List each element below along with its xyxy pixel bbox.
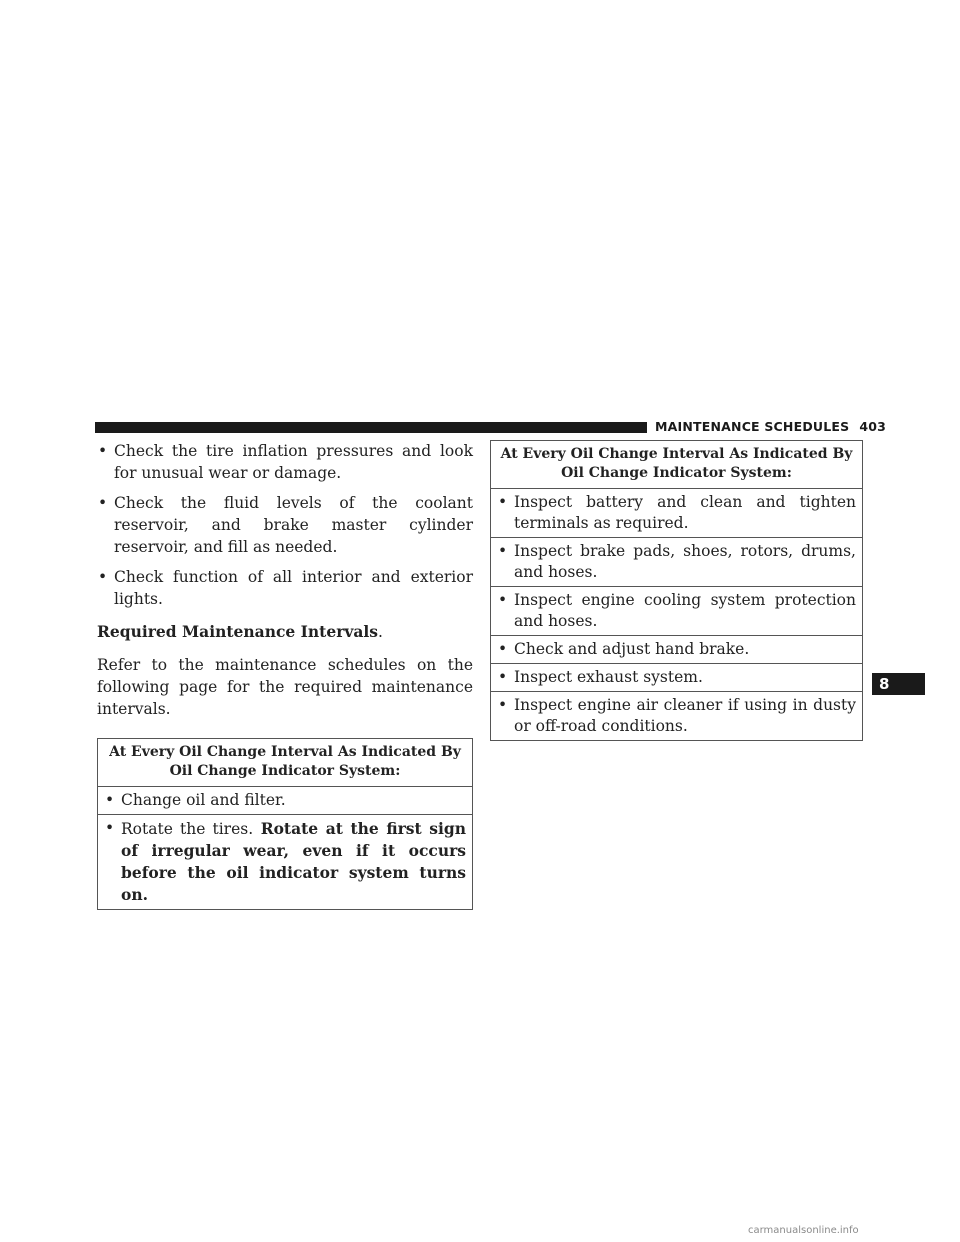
left-column (97, 440, 473, 910)
table-row-text: Rotate the tires. (121, 820, 254, 838)
chapter-tab: 8 (872, 673, 925, 695)
page-number: 403 (859, 419, 887, 434)
table-row-text: • Inspect engine air cleaner if using in dusty or off-road conditions. (497, 695, 856, 737)
running-header (655, 419, 887, 434)
bullet-item: • Check function of all interior and exterior lights. (97, 566, 473, 610)
oil-change-table-left (97, 738, 473, 910)
table-row-text: • Inspect engine cooling system protection and hoses. (497, 590, 856, 632)
oil-change-table-right (490, 440, 863, 741)
table-row-content (104, 818, 466, 906)
table-row (98, 787, 473, 815)
table-row-text: • Inspect brake pads, shoes, rotors, drums, and hoses. (497, 541, 856, 583)
table-row-text: • Change oil and filter. (104, 790, 466, 811)
table-header: At Every Oil Change Interval As Indicated By Oil Change Indicator System: (98, 739, 473, 787)
section-heading (97, 621, 473, 643)
table-row-text: • Inspect exhaust system. (497, 667, 856, 688)
bullet-item: • Check the fluid levels of the coolant reservoir, and brake master cylinder reservoir, and fill as needed. (97, 492, 473, 558)
table-row (491, 587, 863, 636)
right-column (490, 440, 863, 741)
section-heading-period: . (378, 623, 383, 641)
table-row (491, 692, 863, 741)
header-rule (95, 422, 647, 433)
table-row (491, 489, 863, 538)
table-header: At Every Oil Change Interval As Indicated By Oil Change Indicator System: (491, 441, 863, 489)
section-title: MAINTENANCE SCHEDULES (655, 419, 850, 434)
table-row (491, 636, 863, 664)
bullet-item: • Check the tire inflation pressures and look for unusual wear or damage. (97, 440, 473, 484)
table-row (98, 815, 473, 910)
section-heading-text: Required Maintenance Intervals (97, 622, 379, 641)
table-row (491, 538, 863, 587)
table-row-text: • Inspect battery and clean and tighten terminals as required. (497, 492, 856, 534)
table-row-text: • Check and adjust hand brake. (497, 639, 856, 660)
table-row (491, 664, 863, 692)
watermark: carmanualsonline.info (748, 1225, 859, 1236)
table-row-bold-note: Rotate at the first sign of irregular wear, even if it occurs before the oil indicator system turns on. (121, 819, 466, 904)
intro-paragraph: Refer to the maintenance schedules on the following page for the required maintenance intervals. (97, 656, 473, 718)
